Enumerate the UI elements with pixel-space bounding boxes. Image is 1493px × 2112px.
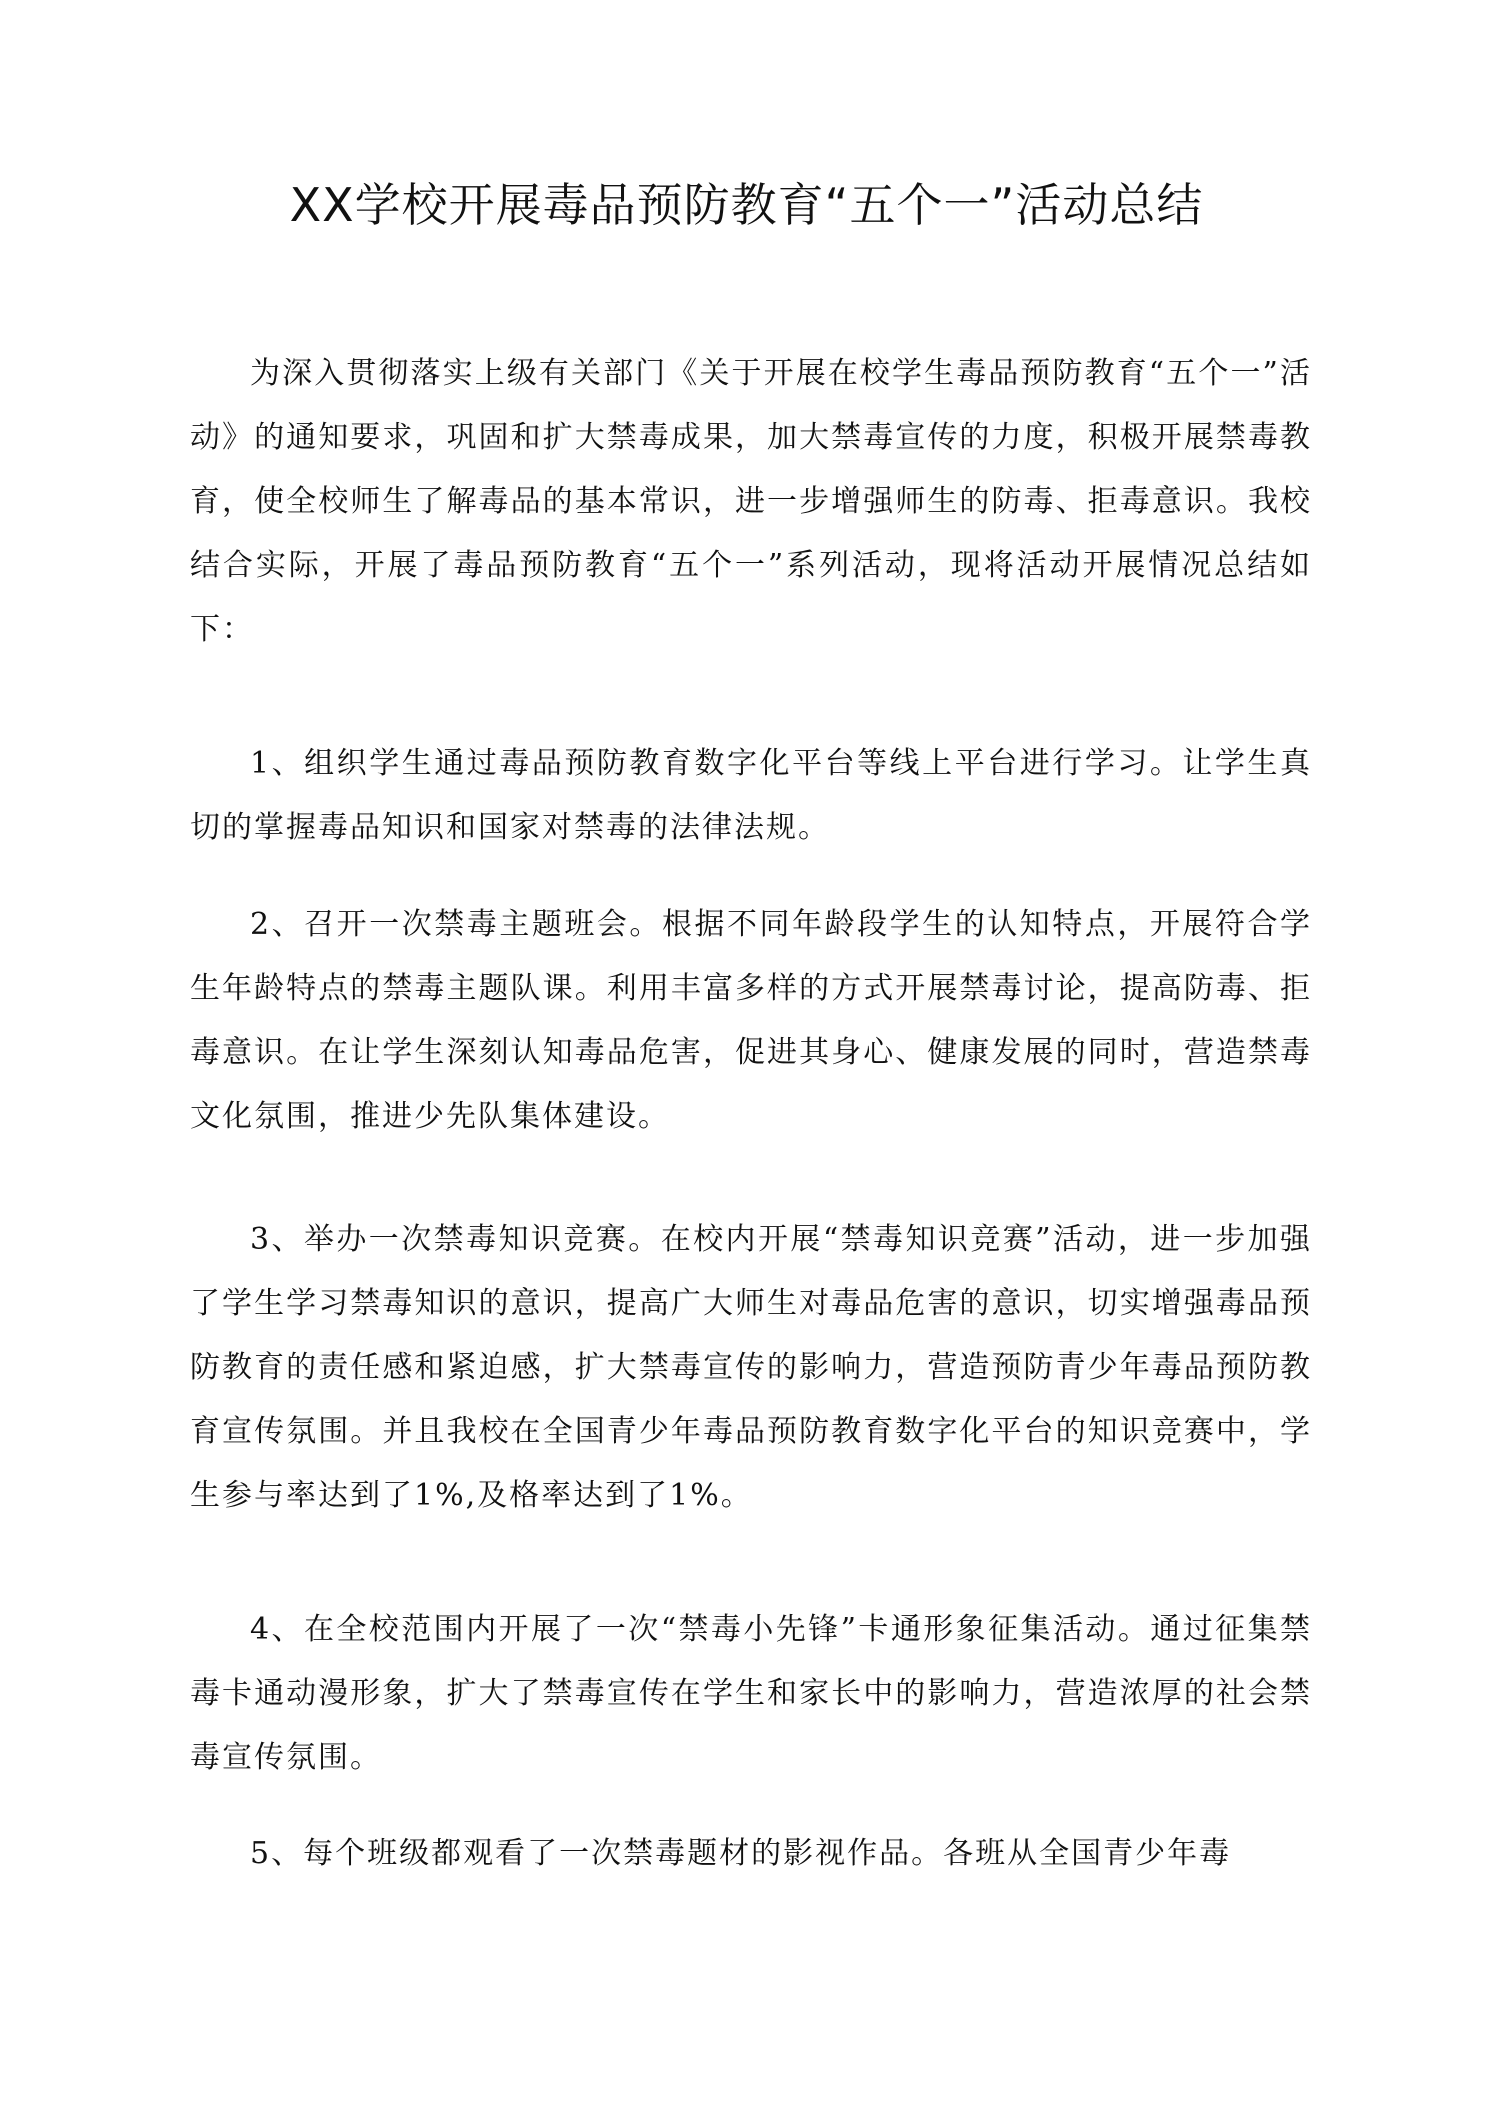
item-4-paragraph: 4、在全校范围内开展了一次“禁毒小先锋”卡通形象征集活动。通过征集禁毒卡通动漫形象，扩大了禁毒宣传在学生和家长中的影响力，营造浓厚的社会禁毒宣传氛围。: [190, 1612, 1312, 1775]
intro-paragraph: 为深入贯彻落实上级有关部门《关于开展在校学生毒品预防教育“五个一”活动》的通知要求，巩固和扩大禁毒成果，加大禁毒宣传的力度，积极开展禁毒教育，使全校师生了解毒品的基本常识，进一步增强师生的防毒、拒毒意识。我校结合实际，开展了毒品预防教育“五个一”系列活动，现将活动开展情况总结如下：: [190, 356, 1312, 647]
document-title: XX学校开展毒品预防教育“五个一”活动总结: [289, 178, 1204, 232]
item-5-paragraph: 5、每个班级都观看了一次禁毒题材的影视作品。各班从全国青少年毒: [250, 1836, 1232, 1871]
item-1-paragraph: 1、组织学生通过毒品预防教育数字化平台等线上平台进行学习。让学生真切的掌握毒品知识和国家对禁毒的法律法规。: [190, 746, 1312, 845]
item-2-paragraph: 2、召开一次禁毒主题班会。根据不同年龄段学生的认知特点，开展符合学生年龄特点的禁毒主题队课。利用丰富多样的方式开展禁毒讨论，提高防毒、拒毒意识。在让学生深刻认知毒品危害，促进其身心、健康发展的同时，营造禁毒文化氛围，推进少先队集体建设。: [190, 907, 1312, 1134]
item-3-paragraph: 3、举办一次禁毒知识竞赛。在校内开展“禁毒知识竞赛”活动，进一步加强了学生学习禁毒知识的意识，提高广大师生对毒品危害的意识，切实增强毒品预防教育的责任感和紧迫感，扩大禁毒宣传的影响力，营造预防青少年毒品预防教育宣传氛围。并且我校在全国青少年毒品预防教育数字化平台的知识竞赛中，学生参与率达到了1%,及格率达到了1%。: [190, 1222, 1312, 1513]
